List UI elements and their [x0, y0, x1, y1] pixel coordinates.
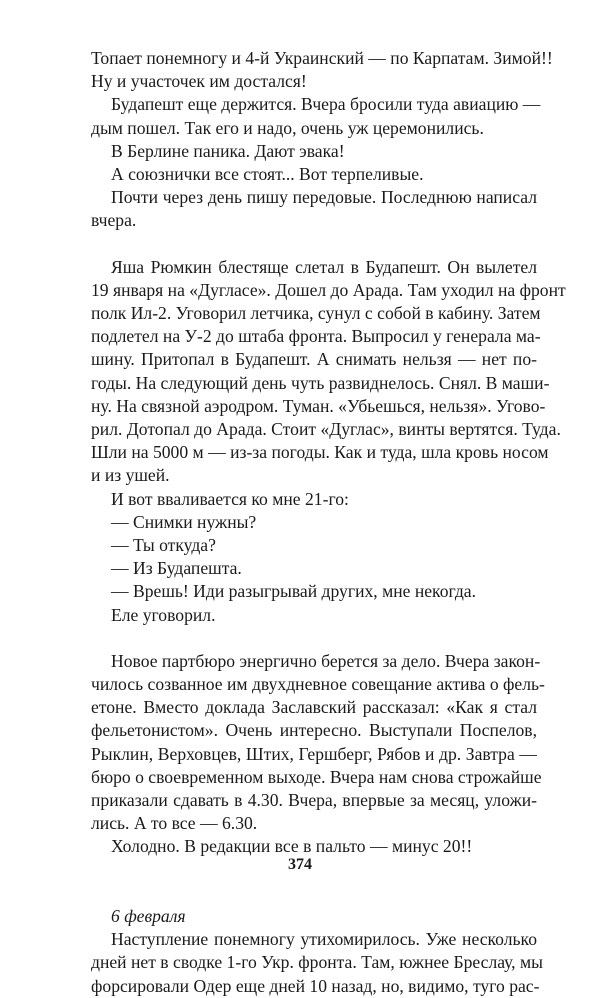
text-line: приказали сдавать в 4.30. Вчера, впервые за месяц, уложи- — [91, 790, 537, 810]
text-line: бюро о своевременном выходе. Вчера нам снова строжайше — [91, 766, 542, 787]
text-line: фельетонистом». Очень интересно. Выступали Поспелов, — [91, 720, 537, 741]
text-line: Будапешт еще держится. Вчера бросили туда авиацию — — [111, 94, 541, 115]
text-line: И вот вваливается ко мне 21-го: — [111, 488, 349, 509]
page-number: 374 — [288, 856, 312, 873]
text-line: 19 января на «Дугласе». Дошел до Арада. Там уходил на фронт — [91, 279, 566, 300]
text-line: вчера. — [91, 210, 137, 231]
text-line: — Из Будапешта. — [111, 558, 242, 579]
text-line: Еле уговорил. — [111, 604, 216, 625]
text-line: — Ты откуда? — [111, 534, 216, 555]
text-line: Шли на 5000 м — из-за погоды. Как и туда, шла кровь носом — [91, 442, 549, 463]
text-line: чилось созванное им двухдневное совещание актива о фель- — [91, 674, 545, 695]
text-line: подлетел на У-2 до штаба фронта. Выпросил у генерала ма- — [91, 326, 541, 347]
text-line: рил. Дотопал до Арада. Стоит «Дуглас», винты вертятся. Туда. — [91, 419, 561, 439]
text-line: годы. На следующий день чуть развиднелось. Снял. В маши- — [91, 372, 550, 393]
text-line: — Снимки нужны? — [111, 511, 257, 532]
text-line: Яша Рюмкин блестяще слетал в Будапешт. Он вылетел — [111, 256, 537, 277]
paragraph-gap — [91, 233, 537, 256]
text-line: полк Ил-2. Уговорил летчика, сунул с собой в кабину. Затем — [91, 303, 541, 324]
text-line: Новое партбюро энергично берется за дело. Вчера закон- — [111, 650, 541, 671]
text-line: Ну и участочек им достался! — [91, 71, 307, 92]
text-line: Рыклин, Верховцев, Штих, Гершберг, Рябов и др. Завтра — — [91, 743, 537, 764]
text-line: дней нет в сводке 1-го Укр. фронта. Там, южнее Бреслау, мы — [91, 952, 543, 973]
text-line: А союзнички все стоят... Вот терпеливые. — [111, 163, 424, 184]
paragraph-gap — [91, 627, 537, 650]
text-line: Почти через день пишу передовые. Последнюю написал — [111, 187, 537, 208]
text-line: етоне. Вместо доклада Заславский рассказал: «Как я стал — [91, 697, 537, 718]
text-line: Холодно. В редакции все в пальто — минус 20!! — [111, 836, 473, 857]
text-line: ну. На связной аэродром. Туман. «Убьешься, нельзя». Угово- — [91, 395, 546, 416]
paragraph-gap — [91, 882, 537, 905]
text-line: — Врешь! Иди разыгрывай других, мне некогда. — [111, 581, 477, 602]
text-line: Топает понемногу и 4-й Украинский — по Карпатам. Зимой!! — [91, 48, 553, 68]
text-line: форсировали Одер еще дней 10 назад, но, видимо, туго рас- — [91, 975, 540, 996]
text-line: и из ушей. — [91, 465, 170, 486]
text-line: шину. Притопал в Будапешт. А снимать нельзя — нет по- — [91, 349, 537, 370]
text-line: дым пошел. Так его и надо, очень уж церемонились. — [91, 117, 484, 138]
entry-date: 6 февраля — [111, 905, 186, 926]
text-line: лись. А то все — 6.30. — [91, 813, 258, 834]
text-line: В Берлине паника. Дают эвака! — [111, 140, 345, 161]
text-line: Наступление понемногу утихомирилось. Уже несколько — [111, 929, 537, 950]
